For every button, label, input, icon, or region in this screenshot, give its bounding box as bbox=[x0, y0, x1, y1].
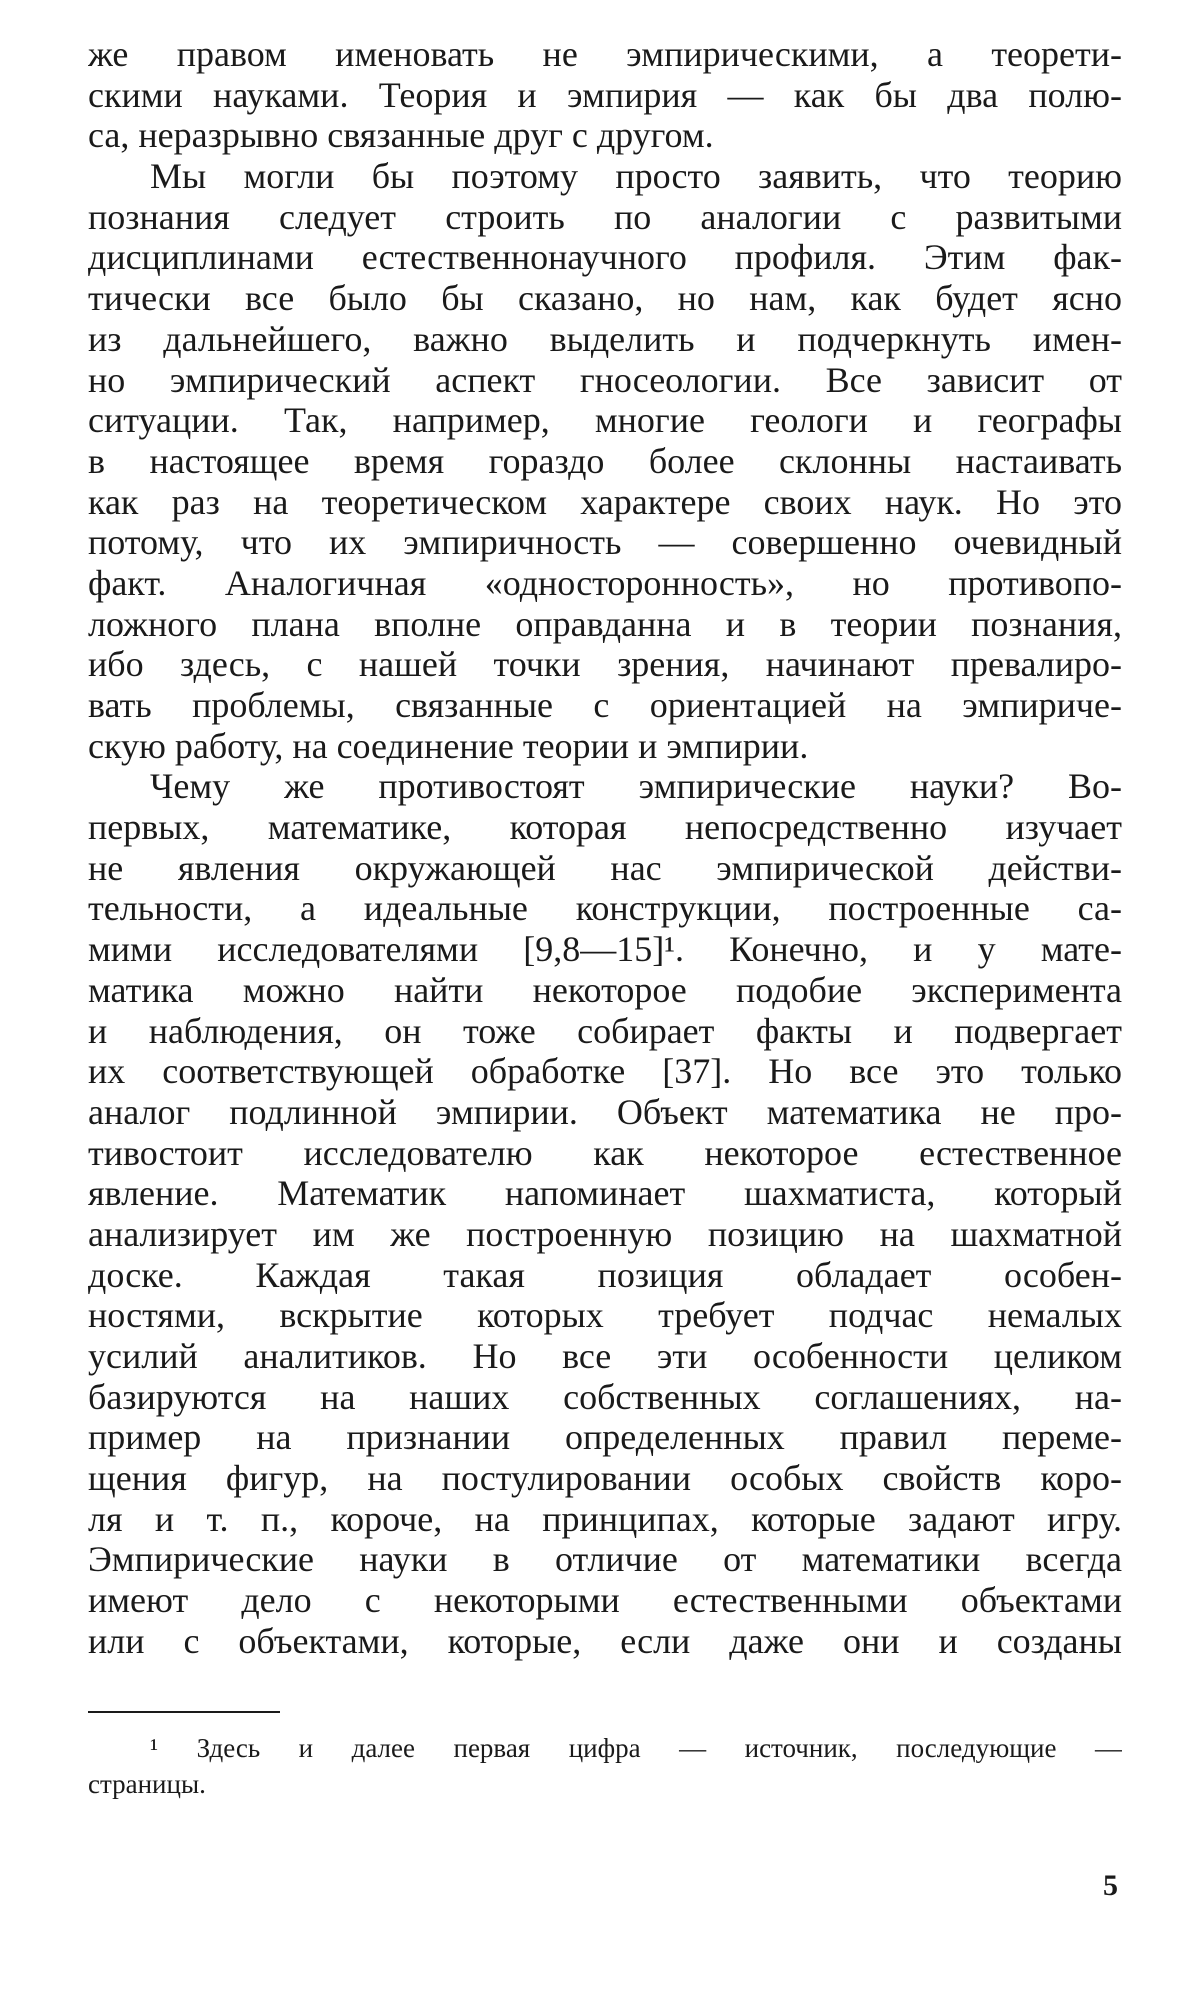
footnote-line: ¹ Здесь и далее первая цифра — источник, последующие — bbox=[150, 1733, 1122, 1763]
text-line: потому, что их эмпиричность — совершенно очевидный bbox=[88, 522, 1122, 563]
text-line: ситуации. Так, например, многие геологи и географы bbox=[88, 400, 1122, 441]
text-line: ложного плана вполне оправданна и в теории познания, bbox=[88, 603, 1122, 644]
footnote bbox=[88, 1730, 1122, 1802]
text-line: и наблюдения, он тоже собирает факты и подвергает bbox=[88, 1010, 1122, 1051]
text-line: имеют дело с некоторыми естественными объектами bbox=[88, 1580, 1122, 1621]
text-line: матика можно найти некоторое подобие эксперимента bbox=[88, 969, 1122, 1010]
text-line: усилий аналитиков. Но все эти особенности целиком bbox=[88, 1336, 1122, 1376]
text-line: первых, математике, которая непосредственно изучает bbox=[88, 807, 1122, 848]
text-line: явление. Математик напоминает шахматиста, который bbox=[88, 1173, 1122, 1214]
text-line: тически все было бы сказано, но нам, как будет ясно bbox=[88, 278, 1122, 319]
text-line: или с объектами, которые, если даже они и созданы bbox=[88, 1620, 1122, 1661]
text-line: са, неразрывно связанные друг с другом. bbox=[88, 115, 714, 156]
text-line: в настоящее время гораздо более склонны настаивать bbox=[88, 440, 1122, 481]
text-line: познания следует строить по аналогии с развитыми bbox=[88, 196, 1122, 237]
text-line: базируются на наших собственных соглашениях, на- bbox=[88, 1376, 1122, 1417]
text-line: Чему же противостоят эмпирические науки? Во- bbox=[150, 766, 1122, 807]
text-line: ля и т. п., короче, на принципах, которые задают игру. bbox=[88, 1498, 1122, 1539]
text-line: их соответствующей обработке [37]. Но все это только bbox=[88, 1051, 1122, 1092]
text-line: факт. Аналогичная «односторонность», но противопо- bbox=[88, 562, 1122, 603]
text-line: ностями, вскрытие которых требует подчас немалых bbox=[88, 1295, 1122, 1336]
page-number: 5 bbox=[1103, 1869, 1118, 1902]
footnote-divider bbox=[88, 1711, 280, 1713]
text-line: ибо здесь, с нашей точки зрения, начинают превалиро- bbox=[88, 644, 1122, 685]
text-line: из дальнейшего, важно выделить и подчеркнуть имен- bbox=[88, 318, 1122, 359]
text-line: анализирует им же построенную позицию на шахматной bbox=[88, 1213, 1122, 1254]
text-line: аналог подлинной эмпирии. Объект математика не про- bbox=[88, 1091, 1122, 1132]
text-line: тельности, а идеальные конструкции, построенные са- bbox=[88, 888, 1122, 929]
text-line: не явления окружающей нас эмпирической действи- bbox=[88, 847, 1122, 888]
text-line: дисциплинами естественнонаучного профиля. Этим фак- bbox=[88, 237, 1122, 278]
footnote-line: страницы. bbox=[88, 1769, 206, 1799]
text-line: как раз на теоретическом характере своих наук. Но это bbox=[88, 481, 1122, 522]
body-text bbox=[88, 34, 1122, 1662]
text-line: вать проблемы, связанные с ориентацией на эмпириче- bbox=[88, 685, 1122, 725]
text-line: же правом именовать не эмпирическими, а теорети- bbox=[88, 34, 1122, 74]
text-line: щения фигур, на постулировании особых свойств коро- bbox=[88, 1458, 1122, 1499]
text-line: пример на признании определенных правил переме- bbox=[88, 1417, 1122, 1458]
text-line: Эмпирические науки в отличие от математики всегда bbox=[88, 1539, 1122, 1580]
text-line: тивостоит исследователю как некоторое естественное bbox=[88, 1132, 1122, 1173]
text-line: Мы могли бы поэтому просто заявить, что теорию bbox=[150, 156, 1122, 197]
text-line: мими исследователями [9,8—15]¹. Конечно, и у мате- bbox=[88, 929, 1122, 970]
text-line: скими науками. Теория и эмпирия — как бы два полю- bbox=[88, 74, 1122, 115]
text-line: доске. Каждая такая позиция обладает особен- bbox=[88, 1254, 1122, 1295]
text-line: но эмпирический аспект гносеологии. Все зависит от bbox=[88, 359, 1122, 400]
text-line: скую работу, на соединение теории и эмпирии. bbox=[88, 725, 809, 766]
